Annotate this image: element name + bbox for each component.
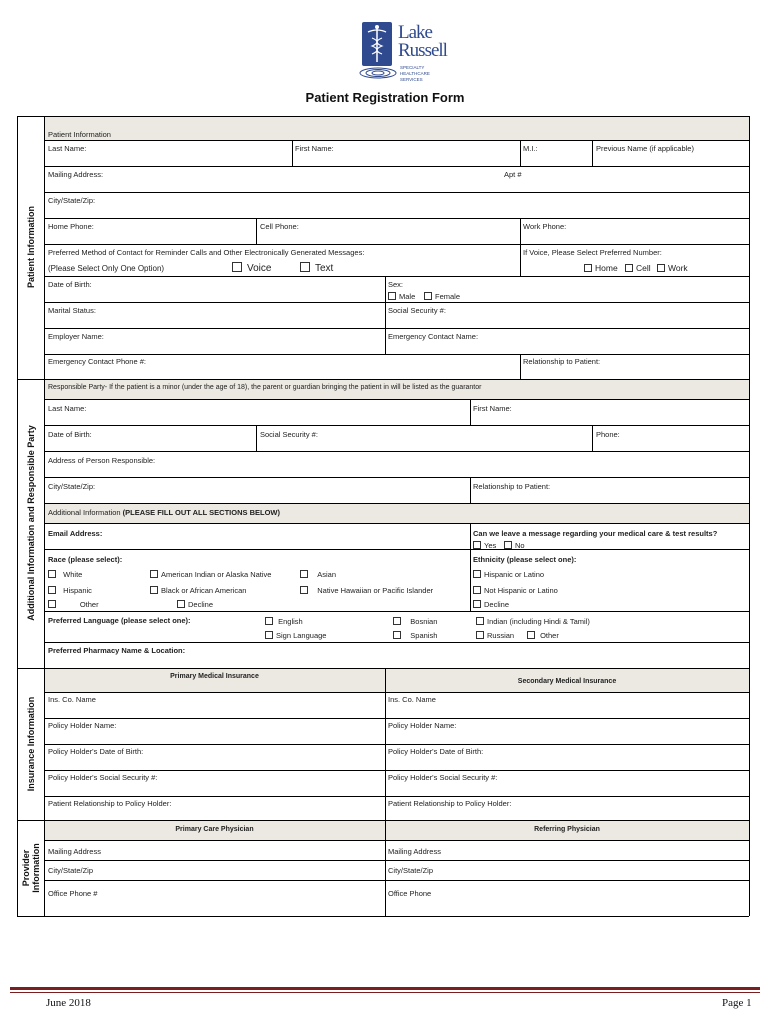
resp-phone-field[interactable]: Phone:: [596, 430, 620, 439]
resp-dob-field[interactable]: Date of Birth:: [48, 430, 92, 439]
voice-option[interactable]: Voice: [232, 262, 271, 274]
checkbox-icon: [232, 262, 242, 272]
side-label-insurance: Insurance Information: [26, 696, 36, 792]
race-asian[interactable]: Asian: [300, 570, 336, 579]
footer-rule-thin: [10, 992, 760, 993]
patient-header-band: [45, 116, 749, 140]
marital-status-field[interactable]: Marital Status:: [48, 306, 96, 315]
leave-message-yes[interactable]: Yes: [473, 541, 496, 550]
resp-address-field[interactable]: Address of Person Responsible:: [48, 456, 156, 465]
lang-russian[interactable]: Russian: [476, 631, 514, 640]
logo-lake: Lake: [398, 22, 432, 43]
if-voice-label: If Voice, Please Select Preferred Number:: [523, 248, 662, 257]
pcp-city-field[interactable]: City/State/Zip: [48, 866, 94, 875]
resp-last-name-field[interactable]: Last Name:: [48, 404, 87, 413]
secondary-co-name-field[interactable]: Ins. Co. Name: [388, 695, 436, 704]
responsible-header: Responsible Party- If the patient is a minor (under the age of 18), the parent or guardian bringing the patient in will be listed as the guarantor: [48, 384, 482, 391]
apt-field[interactable]: Apt #: [504, 170, 522, 179]
primary-holder-ssn-field[interactable]: Policy Holder's Social Security #:: [48, 773, 158, 782]
preferred-contact-label: Preferred Method of Contact for Reminder Calls and Other Electronically Generated Messages:: [48, 248, 365, 257]
logo-russell: Russell: [398, 40, 447, 61]
pharmacy-field[interactable]: Preferred Pharmacy Name & Location:: [48, 646, 186, 655]
race-decline[interactable]: Decline: [177, 600, 213, 609]
ethnicity-not-hispanic[interactable]: Not Hispanic or Latino: [473, 586, 558, 595]
referring-header: Referring Physician: [534, 826, 600, 833]
secondary-holder-ssn-field[interactable]: Policy Holder's Social Security #:: [388, 773, 498, 782]
primary-care-header: Primary Care Physician: [175, 826, 254, 833]
race-label: Race (please select):: [48, 555, 123, 564]
logo-sub2: HEALTHCARE: [400, 71, 430, 76]
leave-message-label: Can we leave a message regarding your medical care & test results?: [473, 529, 718, 538]
previous-name-field[interactable]: Previous Name (if applicable): [596, 144, 694, 153]
select-one-label: (Please Select Only One Option): [48, 264, 165, 273]
mi-field[interactable]: M.I.:: [523, 144, 538, 153]
secondary-holder-field[interactable]: Policy Holder Name:: [388, 721, 457, 730]
resp-ssn-field[interactable]: Social Security #:: [260, 430, 318, 439]
employer-field[interactable]: Employer Name:: [48, 332, 104, 341]
side-label-provider-1: Provider: [21, 849, 31, 887]
footer-date: June 2018: [46, 997, 91, 1009]
ref-city-field[interactable]: City/State/Zip: [388, 866, 434, 875]
primary-holder-dob-field[interactable]: Policy Holder's Date of Birth:: [48, 747, 144, 756]
lang-indian[interactable]: Indian (including Hindi & Tamil): [476, 617, 590, 626]
race-other[interactable]: Other: [48, 600, 99, 609]
work-phone-field[interactable]: Work Phone:: [523, 222, 567, 231]
ethnicity-hispanic[interactable]: Hispanic or Latino: [473, 570, 544, 579]
home-number-option[interactable]: Home: [584, 264, 618, 273]
primary-holder-field[interactable]: Policy Holder Name:: [48, 721, 117, 730]
lang-bosnian[interactable]: Bosnian: [393, 617, 437, 626]
male-option[interactable]: Male: [388, 292, 415, 301]
ref-mailing-field[interactable]: Mailing Address: [388, 847, 441, 856]
lang-sign[interactable]: Sign Language: [265, 631, 326, 640]
footer-page: Page 1: [722, 997, 752, 1009]
home-phone-field[interactable]: Home Phone:: [48, 222, 94, 231]
city-state-zip-field[interactable]: City/State/Zip:: [48, 196, 96, 205]
pcp-office-phone-field[interactable]: Office Phone #: [48, 889, 98, 898]
page-title: Patient Registration Form: [305, 90, 465, 105]
race-hispanic[interactable]: Hispanic: [48, 586, 92, 595]
resp-city-field[interactable]: City/State/Zip:: [48, 482, 96, 491]
email-field[interactable]: Email Address:: [48, 529, 103, 538]
race-white[interactable]: White: [48, 570, 82, 579]
relationship-field[interactable]: Relationship to Patient:: [523, 357, 601, 366]
patient-section-header: Patient Information: [48, 130, 111, 139]
first-name-field[interactable]: First Name:: [295, 144, 334, 153]
ssn-field[interactable]: Social Security #:: [388, 306, 446, 315]
race-hawaiian[interactable]: Native Hawaiian or Pacific Islander: [300, 586, 433, 595]
logo: [358, 22, 453, 86]
pcp-mailing-field[interactable]: Mailing Address: [48, 847, 101, 856]
language-label: Preferred Language (please select one):: [48, 616, 191, 625]
leave-message-no[interactable]: No: [504, 541, 525, 550]
resp-relationship-field[interactable]: Relationship to Patient:: [473, 482, 551, 491]
ethnicity-label: Ethnicity (please select one):: [473, 555, 577, 564]
text-option[interactable]: Text: [300, 262, 333, 274]
checkbox-icon: [300, 262, 310, 272]
ethnicity-decline[interactable]: Decline: [473, 600, 509, 609]
primary-relationship-field[interactable]: Patient Relationship to Policy Holder:: [48, 799, 172, 808]
cell-number-option[interactable]: Cell: [625, 264, 651, 273]
race-american-indian[interactable]: American Indian or Alaska Native: [150, 570, 271, 579]
lang-spanish[interactable]: Spanish: [393, 631, 437, 640]
dob-field[interactable]: Date of Birth:: [48, 280, 92, 289]
side-label-provider-2: Information: [31, 843, 41, 893]
side-label-additional: Additional Information and Responsible Party: [26, 425, 36, 621]
female-option[interactable]: Female: [424, 292, 460, 301]
side-label-patient: Patient Information: [26, 206, 36, 289]
primary-insurance-header: Primary Medical Insurance: [170, 673, 259, 680]
secondary-relationship-field[interactable]: Patient Relationship to Policy Holder:: [388, 799, 512, 808]
caduceus-icon: [362, 22, 392, 66]
mailing-address-field[interactable]: Mailing Address:: [48, 170, 104, 179]
emergency-name-field[interactable]: Emergency Contact Name:: [388, 332, 479, 341]
footer-rule: [10, 987, 760, 990]
secondary-insurance-header: Secondary Medical Insurance: [517, 678, 617, 685]
work-number-option[interactable]: Work: [657, 264, 688, 273]
sex-label: Sex:: [388, 280, 404, 289]
last-name-field[interactable]: Last Name:: [48, 144, 87, 153]
logo-sub3: SERVICES: [400, 77, 423, 82]
lang-english[interactable]: English: [265, 617, 303, 626]
race-black[interactable]: Black or African American: [150, 586, 246, 595]
logo-sub1: SPECIALTY: [400, 65, 425, 70]
emergency-phone-field[interactable]: Emergency Contact Phone #:: [48, 357, 146, 366]
cell-phone-field[interactable]: Cell Phone:: [260, 222, 299, 231]
lang-other[interactable]: Other: [527, 631, 559, 640]
swirl-icon: [358, 66, 398, 80]
ref-office-phone-field[interactable]: Office Phone: [388, 889, 432, 898]
additional-header: Additional Information (PLEASE FILL OUT ALL SECTIONS BELOW): [48, 508, 281, 517]
primary-co-name-field[interactable]: Ins. Co. Name: [48, 695, 96, 704]
resp-first-name-field[interactable]: First Name:: [473, 404, 512, 413]
secondary-holder-dob-field[interactable]: Policy Holder's Date of Birth:: [388, 747, 484, 756]
